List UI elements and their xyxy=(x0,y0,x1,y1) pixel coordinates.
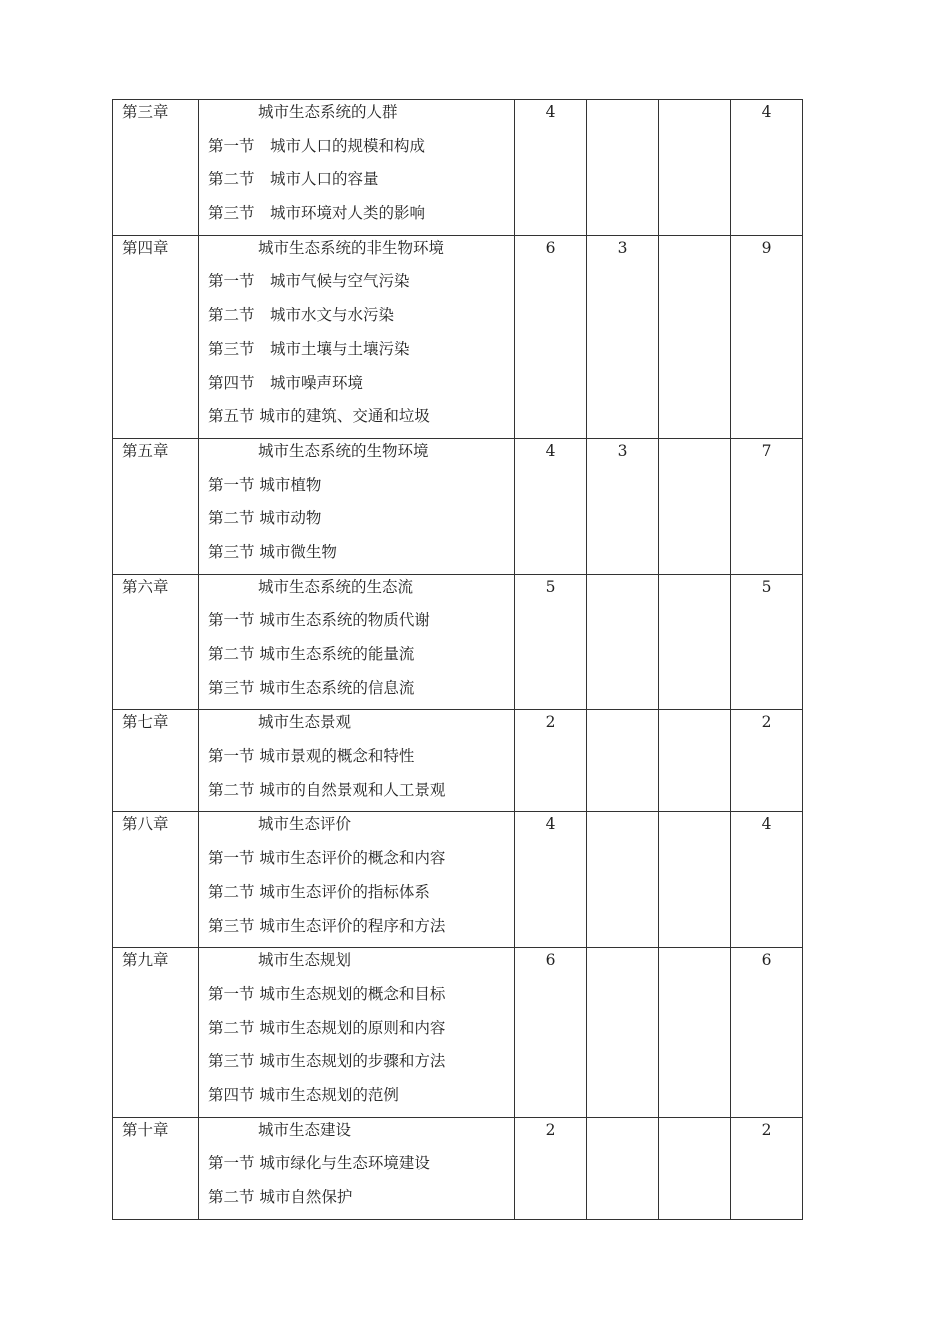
chapter-title: 城市生态景观 xyxy=(258,713,352,732)
other-hours-cell xyxy=(659,710,731,812)
lecture-hours-value: 4 xyxy=(545,441,556,460)
total-hours-cell xyxy=(731,100,803,236)
total-hours-cell xyxy=(731,948,803,1117)
syllabus-table-body xyxy=(113,100,803,1220)
lab-hours-value xyxy=(587,948,658,982)
total-hours-value: 4 xyxy=(761,815,772,834)
lecture-hours-value: 2 xyxy=(545,1120,556,1139)
other-hours-value xyxy=(659,100,730,134)
section-title: 第四节 城市噪声环境 xyxy=(208,373,364,392)
section-title: 第二节 城市生态评价的指标体系 xyxy=(208,882,430,901)
total-hours-cell xyxy=(731,574,803,710)
lab-hours-cell xyxy=(587,1117,659,1219)
other-hours-value xyxy=(659,948,730,982)
section-title: 第四节 城市生态规划的范例 xyxy=(208,1085,399,1104)
chapter-content-cell xyxy=(199,1117,515,1219)
chapter-title: 城市生态系统的生物环境 xyxy=(258,441,429,460)
section-title: 第三节 城市生态系统的信息流 xyxy=(208,678,415,697)
chapter-number: 第八章 xyxy=(122,815,169,834)
section-title: 第一节 城市绿化与生态环境建设 xyxy=(208,1154,430,1173)
other-hours-cell xyxy=(659,235,731,438)
other-hours-value xyxy=(659,236,730,270)
chapter-number-cell xyxy=(113,100,199,236)
other-hours-cell xyxy=(659,948,731,1117)
section-title: 第二节 城市动物 xyxy=(208,509,322,528)
chapter-number-cell xyxy=(113,235,199,438)
section-title: 第二节 城市自然保护 xyxy=(208,1188,353,1206)
table-row xyxy=(113,812,803,948)
section-title: 第一节 城市生态评价的概念和内容 xyxy=(208,849,446,868)
lecture-hours-cell xyxy=(515,235,587,438)
section-title: 第二节 城市人口的容量 xyxy=(208,170,379,189)
total-hours-value: 2 xyxy=(761,1120,772,1139)
chapter-content-cell xyxy=(199,948,515,1117)
chapter-content-cell xyxy=(199,100,515,236)
chapter-content-cell xyxy=(199,235,515,438)
chapter-title: 城市生态评价 xyxy=(258,815,352,834)
section-title: 第三节 城市微生物 xyxy=(208,542,337,561)
lecture-hours-value: 6 xyxy=(545,238,556,257)
other-hours-value xyxy=(659,1118,730,1152)
chapter-title: 城市生态规划 xyxy=(258,951,352,970)
chapter-content-cell xyxy=(199,438,515,574)
section-title: 第一节 城市生态规划的概念和目标 xyxy=(208,984,446,1003)
other-hours-value xyxy=(659,575,730,609)
chapter-title: 城市生态系统的非生物环境 xyxy=(258,238,445,257)
section-title: 第一节 城市植物 xyxy=(208,475,322,494)
other-hours-value xyxy=(659,439,730,473)
lecture-hours-cell xyxy=(515,100,587,236)
total-hours-value: 6 xyxy=(761,951,772,970)
total-hours-cell xyxy=(731,235,803,438)
chapter-content-cell xyxy=(199,812,515,948)
table-row xyxy=(113,1117,803,1219)
lab-hours-value xyxy=(587,812,658,846)
table-row xyxy=(113,948,803,1117)
chapter-number-cell xyxy=(113,1117,199,1219)
lab-hours-value xyxy=(587,100,658,134)
lecture-hours-cell xyxy=(515,574,587,710)
chapter-title: 城市生态系统的人群 xyxy=(258,103,398,121)
total-hours-cell xyxy=(731,710,803,812)
chapter-number-cell xyxy=(113,710,199,812)
chapter-number-cell xyxy=(113,948,199,1117)
total-hours-value: 4 xyxy=(761,103,772,121)
section-title: 第一节 城市人口的规模和构成 xyxy=(208,136,426,155)
lecture-hours-cell xyxy=(515,438,587,574)
section-title: 第一节 城市生态系统的物质代谢 xyxy=(208,611,430,630)
total-hours-value: 5 xyxy=(761,577,772,596)
lab-hours-value: 3 xyxy=(617,441,628,460)
table-row xyxy=(113,235,803,438)
chapter-number: 第七章 xyxy=(122,713,169,732)
other-hours-value xyxy=(659,710,730,744)
chapter-content-cell xyxy=(199,574,515,710)
lecture-hours-cell xyxy=(515,812,587,948)
chapter-number: 第十章 xyxy=(122,1120,169,1139)
chapter-number: 第六章 xyxy=(122,577,169,596)
table-row xyxy=(113,438,803,574)
lab-hours-cell xyxy=(587,100,659,236)
section-title: 第二节 城市生态规划的原则和内容 xyxy=(208,1018,446,1037)
total-hours-value: 7 xyxy=(761,441,772,460)
chapter-number: 第五章 xyxy=(122,441,169,460)
lab-hours-value xyxy=(587,575,658,609)
section-title: 第三节 城市环境对人类的影响 xyxy=(208,204,426,223)
chapter-title: 城市生态建设 xyxy=(258,1120,352,1139)
section-title: 第二节 城市生态系统的能量流 xyxy=(208,645,415,663)
chapter-number: 第三章 xyxy=(122,103,169,121)
section-title: 第一节 城市气候与空气污染 xyxy=(208,272,410,291)
total-hours-value: 2 xyxy=(761,713,772,732)
chapter-number: 第九章 xyxy=(122,951,169,970)
chapter-title: 城市生态系统的生态流 xyxy=(258,577,414,596)
chapter-number: 第四章 xyxy=(122,238,169,257)
other-hours-cell xyxy=(659,100,731,236)
lab-hours-value: 3 xyxy=(617,238,628,257)
section-title: 第三节 城市生态评价的程序和方法 xyxy=(208,916,446,935)
lab-hours-cell xyxy=(587,948,659,1117)
table-row xyxy=(113,100,803,236)
lab-hours-cell xyxy=(587,574,659,710)
lecture-hours-value: 5 xyxy=(545,577,556,596)
chapter-number-cell xyxy=(113,812,199,948)
other-hours-cell xyxy=(659,812,731,948)
other-hours-cell xyxy=(659,438,731,574)
section-title: 第二节 城市水文与水污染 xyxy=(208,306,395,325)
total-hours-cell xyxy=(731,812,803,948)
section-title: 第三节 城市土壤与土壤污染 xyxy=(208,339,410,358)
chapter-number-cell xyxy=(113,438,199,574)
total-hours-value: 9 xyxy=(761,238,772,257)
lab-hours-cell xyxy=(587,812,659,948)
lecture-hours-value: 4 xyxy=(545,815,556,834)
lecture-hours-cell xyxy=(515,948,587,1117)
lecture-hours-value: 6 xyxy=(545,951,556,970)
section-title: 第二节 城市的自然景观和人工景观 xyxy=(208,780,446,799)
lab-hours-cell xyxy=(587,235,659,438)
other-hours-value xyxy=(659,812,730,846)
table-row xyxy=(113,574,803,710)
section-title: 第一节 城市景观的概念和特性 xyxy=(208,747,415,766)
total-hours-cell xyxy=(731,1117,803,1219)
other-hours-cell xyxy=(659,574,731,710)
section-title: 第五节 城市的建筑、交通和垃圾 xyxy=(208,407,430,426)
lab-hours-cell xyxy=(587,438,659,574)
table-row xyxy=(113,710,803,812)
lab-hours-value xyxy=(587,1118,658,1152)
lab-hours-value xyxy=(587,710,658,744)
lab-hours-cell xyxy=(587,710,659,812)
lecture-hours-cell xyxy=(515,710,587,812)
section-title: 第三节 城市生态规划的步骤和方法 xyxy=(208,1052,446,1071)
other-hours-cell xyxy=(659,1117,731,1219)
chapter-number-cell xyxy=(113,574,199,710)
lecture-hours-value: 2 xyxy=(545,713,556,732)
syllabus-table xyxy=(112,99,803,1220)
lecture-hours-value: 4 xyxy=(545,103,556,121)
lecture-hours-cell xyxy=(515,1117,587,1219)
total-hours-cell xyxy=(731,438,803,574)
chapter-content-cell xyxy=(199,710,515,812)
